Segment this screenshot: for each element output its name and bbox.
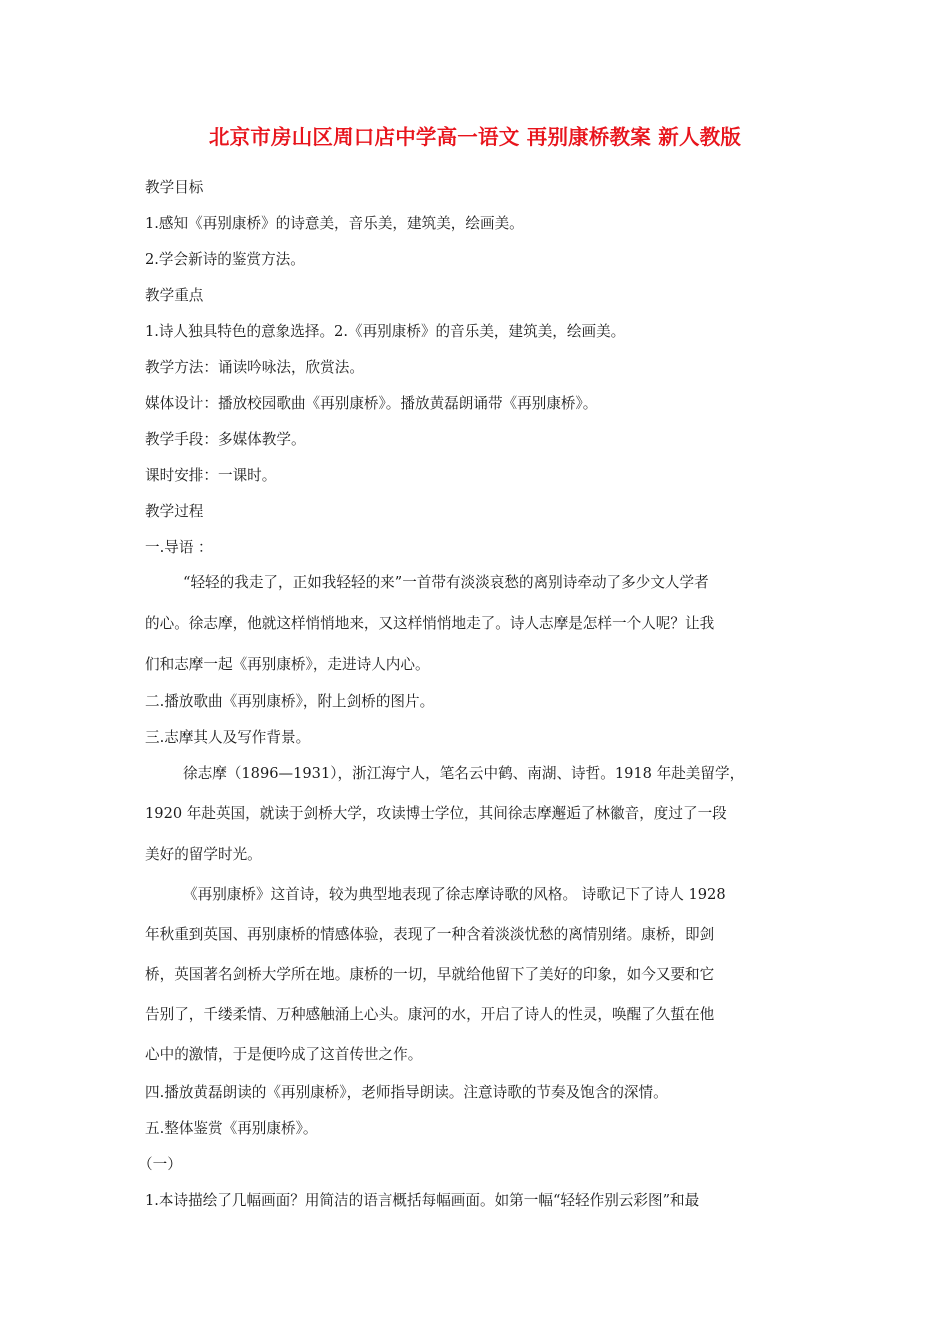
paragraph-line: 桥，英国著名剑桥大学所在地。康桥的一切，早就给他留下了美好的印象，如今又要和它 [145,966,715,983]
paragraph-line: 美好的留学时光。 [145,846,262,863]
text-line: 1.诗人独具特色的意象选择。2.《再别康桥》的音乐美，建筑美，绘画美。 [145,323,626,340]
paragraph-line: 告别了，千缕柔情、万种感触涌上心头。康河的水，开启了诗人的性灵，唤醒了久蜇在他 [145,1006,715,1023]
heading-teaching-focus: 教学重点 [145,287,204,304]
paragraph-line: 徐志摩（1896—1931），浙江海宁人，笔名云中鹤、南湖、诗哲。1918 年赴美留学， [183,765,745,782]
paragraph-line: 心中的激情，于是便吟成了这首传世之作。 [145,1046,423,1063]
section-heading: 五.整体鉴赏《再别康桥》。 [145,1120,318,1137]
text-line: 1.本诗描绘了几幅画面？用简洁的语言概括每幅画面。如第一幅“轻轻作别云彩图”和最 [145,1192,700,1209]
heading-teaching-goals: 教学目标 [145,179,204,196]
section-heading: 二.播放歌曲《再别康桥》，附上剑桥的图片。 [145,693,435,710]
text-line: 教学方法：诵读吟咏法，欣赏法。 [145,359,364,376]
section-heading: 四.播放黄磊朗读的《再别康桥》，老师指导朗读。注意诗歌的节奏及饱含的深情。 [145,1084,668,1101]
text-line: 课时安排：一课时。 [145,467,277,484]
section-heading: 三.志摩其人及写作背景。 [145,729,311,746]
text-line: 2.学会新诗的鉴赏方法。 [145,251,305,268]
document-title: 北京市房山区周口店中学高一语文 再别康桥教案 新人教版 [208,125,742,149]
subsection-heading: （一） [138,1156,182,1173]
heading-teaching-process: 教学过程 [145,503,204,520]
text-line: 1.感知《再别康桥》的诗意美，音乐美，建筑美，绘画美。 [145,215,524,232]
paragraph-line: 1920 年赴英国，就读于剑桥大学，攻读博士学位，其间徐志摩邂逅了林徽音，度过了一段 [145,805,727,822]
text-line: 媒体设计：播放校园歌曲《再别康桥》。播放黄磊朗诵带《再别康桥》。 [145,395,598,412]
paragraph-line: 年秋重到英国、再别康桥的情感体验，表现了一种含着淡淡忧愁的离情别绪。康桥，即剑 [145,926,715,943]
paragraph-line: 们和志摩一起《再别康桥》，走进诗人内心。 [145,656,430,673]
paragraph-line: “轻轻的我走了，正如我轻轻的来”一首带有淡淡哀愁的离别诗牵动了多少文人学者 [183,574,709,591]
paragraph-line: 的心。徐志摩，他就这样悄悄地来，又这样悄悄地走了。诗人志摩是怎样一个人呢？让我 [145,615,715,632]
section-heading: 一.导语 ： [145,539,213,556]
text-line: 教学手段：多媒体教学。 [145,431,306,448]
paragraph-line: 《再别康桥》这首诗，较为典型地表现了徐志摩诗歌的风格。 诗歌记下了诗人 1928 [183,886,726,903]
